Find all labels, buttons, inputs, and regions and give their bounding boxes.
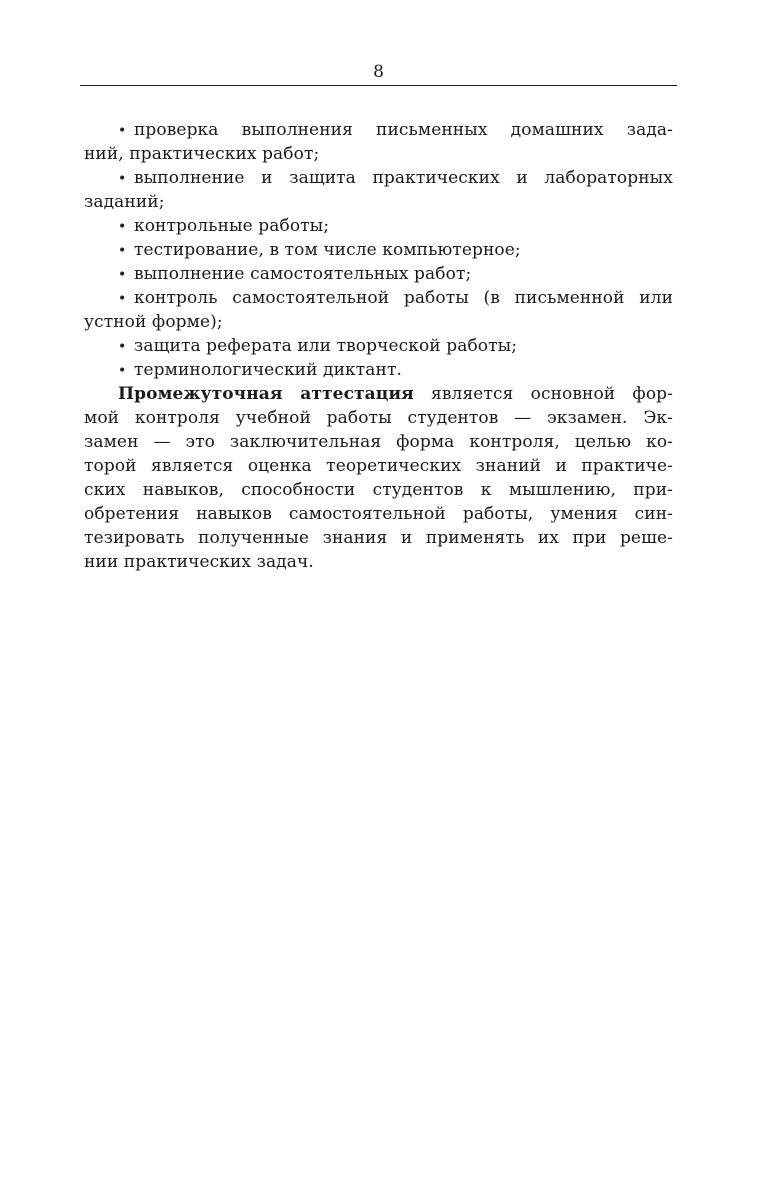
paragraph-line: замен — это заключительная форма контроля, целью ко- (84, 432, 673, 452)
bullet-icon: • (118, 243, 127, 259)
list-item-text: заданий; (84, 192, 165, 212)
list-item (84, 286, 673, 334)
list-item (84, 334, 673, 358)
paragraph-line: торой является оценка теоретических знаний и практиче- (84, 456, 673, 476)
list-item-text: контрольные работы; (134, 216, 330, 236)
paragraph-line: нии практических задач. (84, 552, 314, 572)
list-item (84, 214, 673, 238)
bullet-icon: • (118, 171, 127, 187)
bullet-icon: • (118, 339, 127, 355)
list-item-text: терминологический диктант. (134, 360, 402, 380)
paragraph-line: является основной фор- (413, 384, 674, 404)
list-item-text: выполнение и защита практических и лабораторных (134, 168, 673, 188)
list-item (84, 262, 673, 286)
bullet-icon: • (118, 363, 127, 379)
list-item-text: тестирование, в том числе компьютерное; (134, 240, 521, 260)
paragraph (84, 382, 673, 574)
paragraph-line: мой контроля учебной работы студентов — экзамен. Эк- (84, 408, 673, 428)
bullet-icon: • (118, 123, 127, 139)
bullet-icon: • (118, 267, 127, 283)
list-item (84, 238, 673, 262)
list-item (84, 118, 673, 166)
page-number: 8 (373, 62, 384, 82)
list-item-text: проверка выполнения письменных домашних зада- (134, 120, 673, 140)
paragraph-bold-term: Промежуточная аттестация (118, 384, 414, 404)
paragraph-line: ских навыков, способности студентов к мышлению, при- (84, 480, 673, 500)
bullet-icon: • (118, 291, 127, 307)
list-item (84, 358, 673, 382)
list-item-text: устной форме); (84, 312, 223, 332)
list-item-text: ний, практических работ; (84, 144, 320, 164)
list-item-text: контроль самостоятельной работы (в письменной или (134, 288, 673, 308)
paragraph-line: тезировать полученные знания и применять их при реше- (84, 528, 673, 548)
header-rule (80, 85, 677, 86)
paragraph-line: обретения навыков самостоятельной работы, умения син- (84, 504, 673, 524)
list-item-text: защита реферата или творческой работы; (134, 336, 518, 356)
page-body (84, 118, 673, 574)
bullet-icon: • (118, 219, 127, 235)
list-item-text: выполнение самостоятельных работ; (134, 264, 472, 284)
list-item (84, 166, 673, 214)
